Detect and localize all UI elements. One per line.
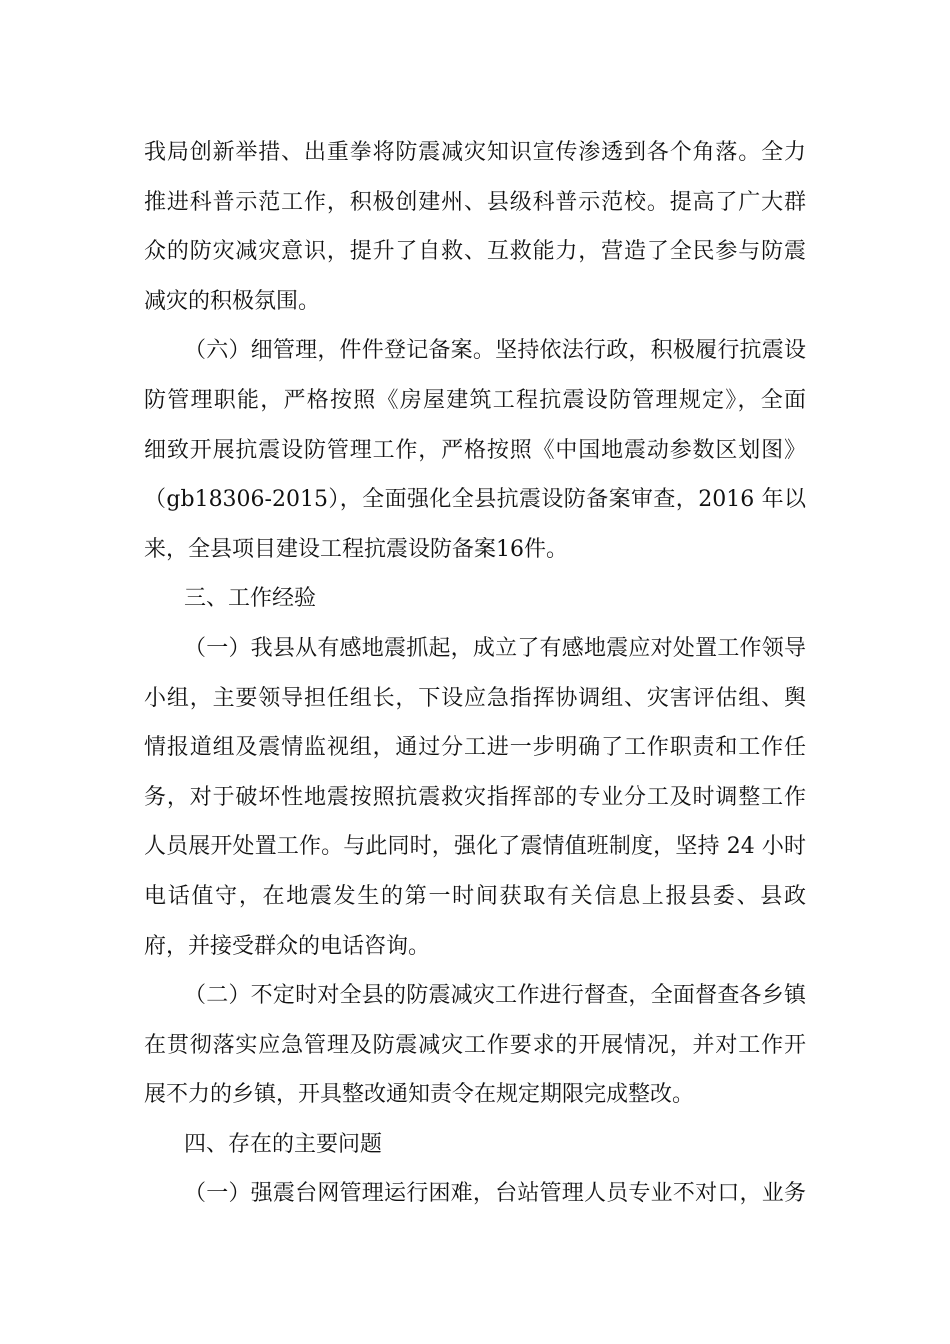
text-line: 电话值守，在地震发生的第一时间获取有关信息上报县委、县政: [144, 883, 806, 909]
text-line: 众的防灾减灾意识，提升了自救、互救能力，营造了全民参与防震: [144, 239, 806, 265]
text-line: 情报道组及震情监视组，通过分工进一步明确了工作职责和工作任: [144, 735, 806, 761]
text-line: 展不力的乡镇，开具整改通知责令在规定期限完成整改。: [144, 1082, 695, 1108]
text-line: 我局创新举措、出重拳将防震减灾知识宣传渗透到各个角落。全力: [144, 140, 806, 165]
text-line: 细致开展抗震设防管理工作，严格按照《中国地震动参数区划图》: [144, 437, 806, 463]
text-line: 小组，主要领导担任组长，下设应急指挥协调组、灾害评估组、舆: [144, 685, 806, 711]
text-line: 减灾的积极氛围。: [144, 288, 321, 314]
document-body: [144, 128, 806, 1219]
text-line: （二）不定时对全县的防震减灾工作进行督查，全面督查各乡镇: [184, 983, 806, 1009]
text-line: 三、工作经验: [184, 586, 317, 612]
text-line: 来，全县项目建设工程抗震设防备案16件。: [144, 536, 568, 562]
text-line: 务，对于破坏性地震按照抗震救灾指挥部的专业分工及时调整工作: [144, 784, 806, 810]
text-line: （六）细管理，件件登记备案。坚持依法行政，积极履行抗震设: [184, 338, 806, 364]
text-line: 防管理职能，严格按照《房屋建筑工程抗震设防管理规定》，全面: [144, 387, 806, 413]
text-line: （gb18306-2015），全面强化全县抗震设防备案审查，2016 年以: [144, 487, 806, 513]
text-line: 在贯彻落实应急管理及防震减灾工作要求的开展情况，并对工作开: [144, 1032, 806, 1058]
text-line: （一）我县从有感地震抓起，成立了有感地震应对处置工作领导: [184, 635, 806, 661]
text-line: 府，并接受群众的电话咨询。: [144, 933, 431, 959]
text-line: 人员展开处置工作。与此同时，强化了震情值班制度，坚持 24 小时: [144, 834, 806, 860]
text-line: 推进科普示范工作，积极创建州、县级科普示范校。提高了广大群: [144, 189, 806, 215]
text-line: 四、存在的主要问题: [184, 1131, 383, 1157]
text-line: （一）强震台网管理运行困难，台站管理人员专业不对口，业务: [184, 1181, 806, 1207]
